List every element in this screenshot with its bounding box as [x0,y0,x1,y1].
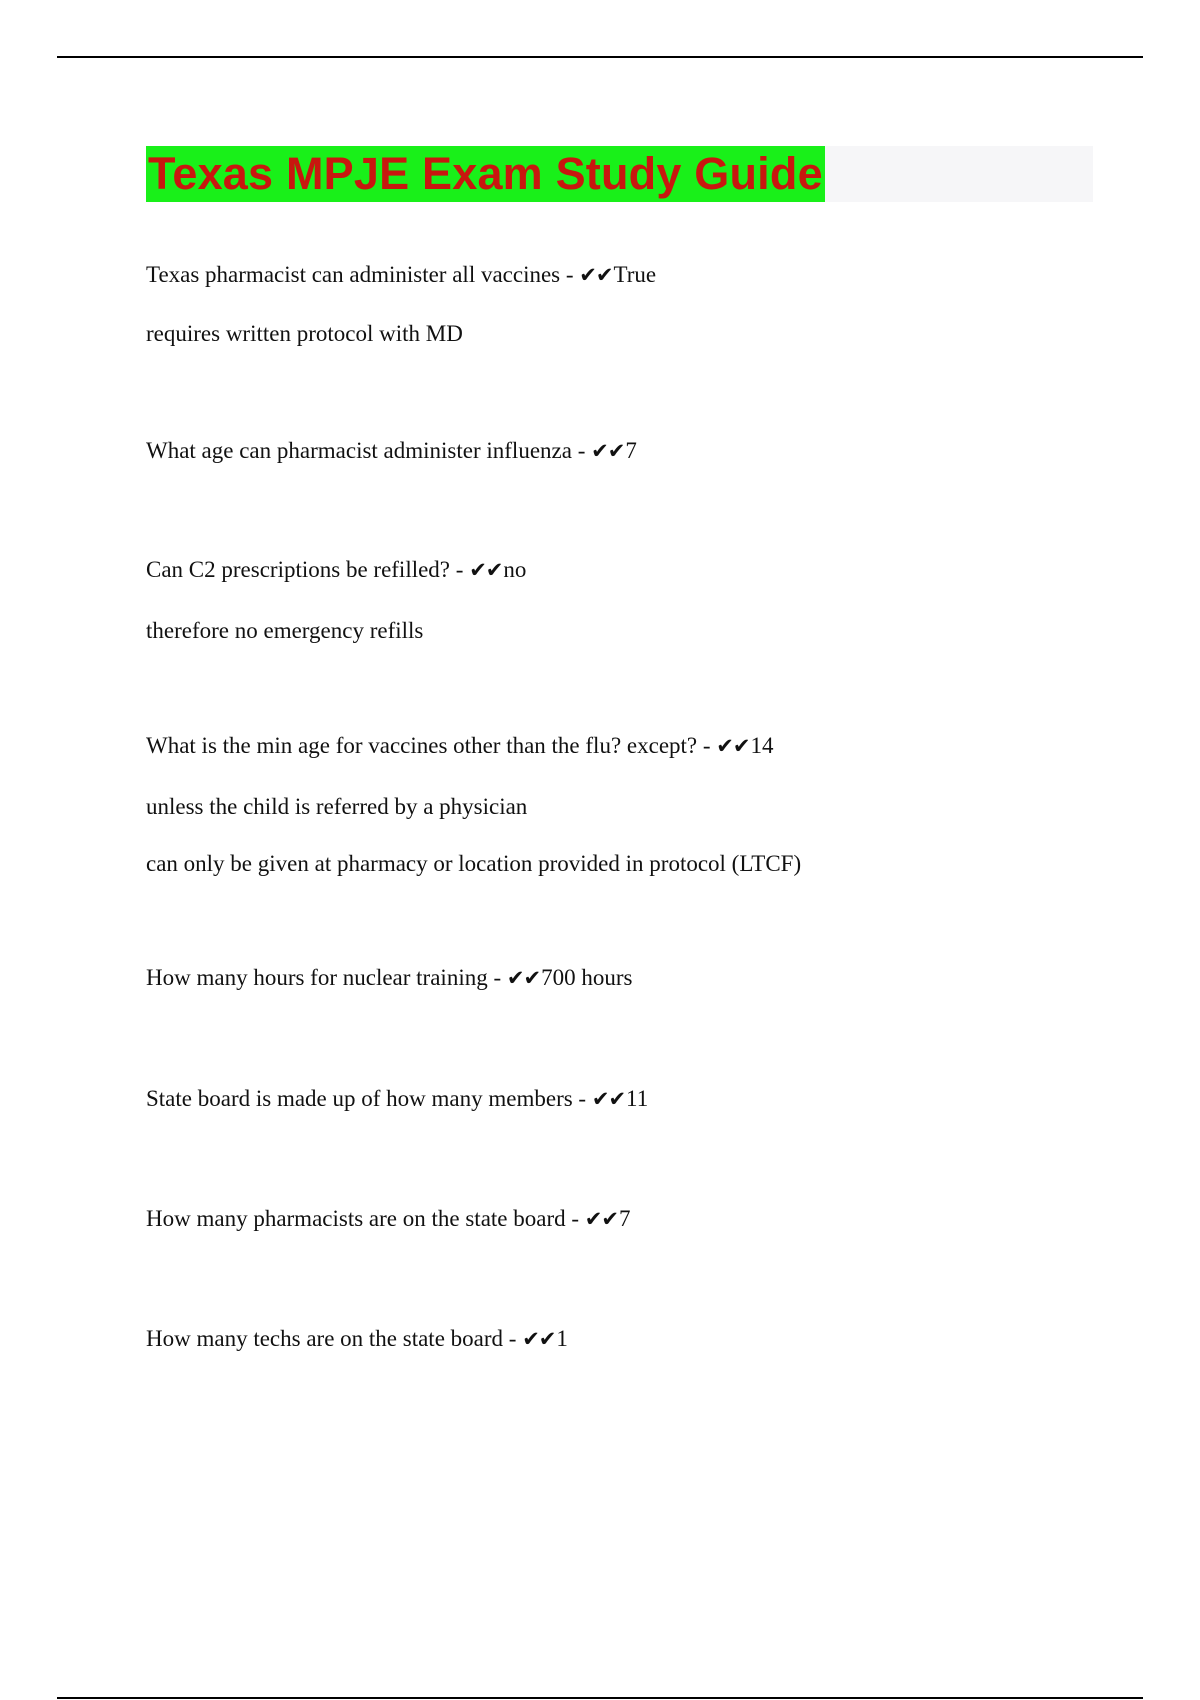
double-check-icon: ✔✔ [591,1087,626,1111]
note-text: unless the child is referred by a physician [146,794,528,819]
answer-text: 7 [625,438,637,463]
answer-text: 14 [750,733,774,758]
qa-entry-7 [146,1205,630,1233]
double-check-icon: ✔✔ [591,439,625,463]
answer-text: 700 hours [541,965,633,990]
double-check-icon: ✔✔ [716,734,750,758]
question-text: What age can pharmacist administer influenza - [146,438,586,463]
qa-entry-3 [146,556,526,584]
question-text: How many techs are on the state board - [146,1326,517,1351]
note-text: requires written protocol with MD [146,321,463,346]
answer-text: no [503,557,527,582]
qa-entry-1 [146,261,656,289]
question-text: How many hours for nuclear training - [146,965,502,990]
question-text: Texas pharmacist can administer all vaccines - [146,262,574,287]
double-check-icon: ✔✔ [584,1207,618,1231]
answer-text: 11 [626,1086,649,1111]
answer-text: 7 [618,1206,631,1231]
answer-text: 1 [556,1326,568,1351]
note-text: therefore no emergency refills [146,618,424,643]
bottom-rule [57,1697,1143,1699]
question-text: State board is made up of how many members - [146,1086,587,1111]
qa-entry-8 [146,1325,568,1353]
page-title: Texas MPJE Exam Study Guide [146,146,825,202]
double-check-icon: ✔✔ [522,1327,556,1351]
double-check-icon: ✔✔ [469,558,503,582]
double-check-icon: ✔✔ [579,263,613,287]
question-text: Can C2 prescriptions be refilled? - [146,557,464,582]
top-rule [57,56,1143,58]
double-check-icon: ✔✔ [506,966,541,990]
answer-text: True [613,262,657,287]
qa-entry-4 [146,732,774,760]
qa-entry-2 [146,437,637,465]
qa-entry-6 [146,1085,648,1113]
note-text: can only be given at pharmacy or location provided in protocol (LTCF) [146,851,802,876]
question-text: What is the min age for vaccines other than the flu? except? - [146,733,711,758]
question-text: How many pharmacists are on the state board - [146,1206,580,1231]
qa-entry-5 [146,964,632,992]
